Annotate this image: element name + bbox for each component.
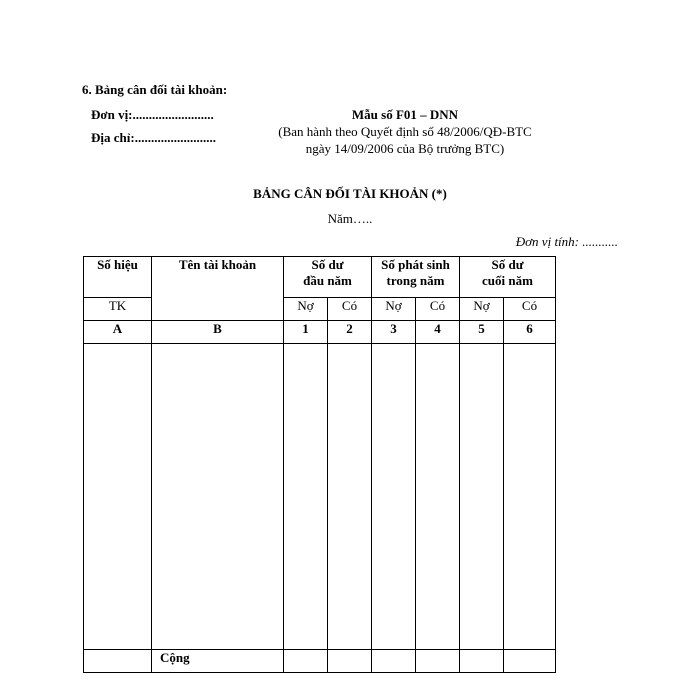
form-note-line2: ngày 14/09/2006 của Bộ trưởng BTC)	[305, 141, 505, 156]
table-cell	[460, 344, 504, 650]
table-cell	[328, 650, 372, 673]
currency-unit-label: Đơn vị tính: ...........	[515, 234, 618, 249]
header-account-no-sub: TK	[84, 298, 152, 321]
header-debit: Nợ	[460, 298, 504, 321]
table-cell	[328, 344, 372, 650]
total-row	[84, 650, 556, 673]
header-credit: Có	[328, 298, 372, 321]
table-cell	[372, 344, 416, 650]
form-note-line1: (Ban hành theo Quyết định số 48/2006/QĐ-BTC	[278, 124, 532, 139]
trial-balance-table	[83, 256, 556, 673]
header-credit: Có	[504, 298, 556, 321]
table-cell	[460, 650, 504, 673]
table-cell	[504, 650, 556, 673]
table-cell	[284, 650, 328, 673]
column-index: 2	[328, 321, 372, 344]
table-cell	[416, 344, 460, 650]
total-label: Cộng	[152, 650, 284, 673]
header-credit: Có	[416, 298, 460, 321]
unit-field-label: Đơn vị:.........................	[91, 107, 214, 122]
table-cell	[84, 650, 152, 673]
header-period-activity	[372, 257, 460, 298]
table-cell	[372, 650, 416, 673]
table-cell	[416, 650, 460, 673]
table-cell	[504, 344, 556, 650]
header-debit: Nợ	[372, 298, 416, 321]
column-index-row	[84, 321, 556, 344]
column-index: A	[84, 321, 152, 344]
header-closing-line1: Số dư	[491, 257, 524, 272]
header-debit: Nợ	[284, 298, 328, 321]
form-reference	[250, 106, 560, 157]
column-index: 3	[372, 321, 416, 344]
year-label: Năm…..	[327, 211, 373, 226]
form-code: Mẫu số F01 – DNN	[351, 107, 459, 122]
header-opening-line2: đầu năm	[303, 273, 352, 288]
header-opening-balance	[284, 257, 372, 298]
column-index: 1	[284, 321, 328, 344]
table-cell	[84, 344, 152, 650]
section-title: 6. Bảng cân đối tài khoản:	[82, 82, 228, 97]
table-header-row	[84, 257, 556, 298]
column-index: 5	[460, 321, 504, 344]
header-closing-balance	[460, 257, 556, 298]
table-cell	[152, 344, 284, 650]
column-index: 6	[504, 321, 556, 344]
header-account-no: Số hiệu	[84, 257, 152, 298]
header-period-line2: trong năm	[386, 273, 445, 288]
header-account-name: Tên tài khoản	[152, 257, 284, 321]
table-body-area	[84, 344, 556, 650]
document-title: BẢNG CÂN ĐỐI TÀI KHOẢN (*)	[253, 186, 447, 201]
table-cell	[284, 344, 328, 650]
column-index: B	[152, 321, 284, 344]
column-index: 4	[416, 321, 460, 344]
address-field-label: Địa chỉ:.........................	[91, 130, 216, 145]
header-period-line1: Số phát sinh	[381, 257, 450, 272]
header-closing-line2: cuối năm	[482, 273, 533, 288]
header-opening-line1: Số dư	[311, 257, 344, 272]
